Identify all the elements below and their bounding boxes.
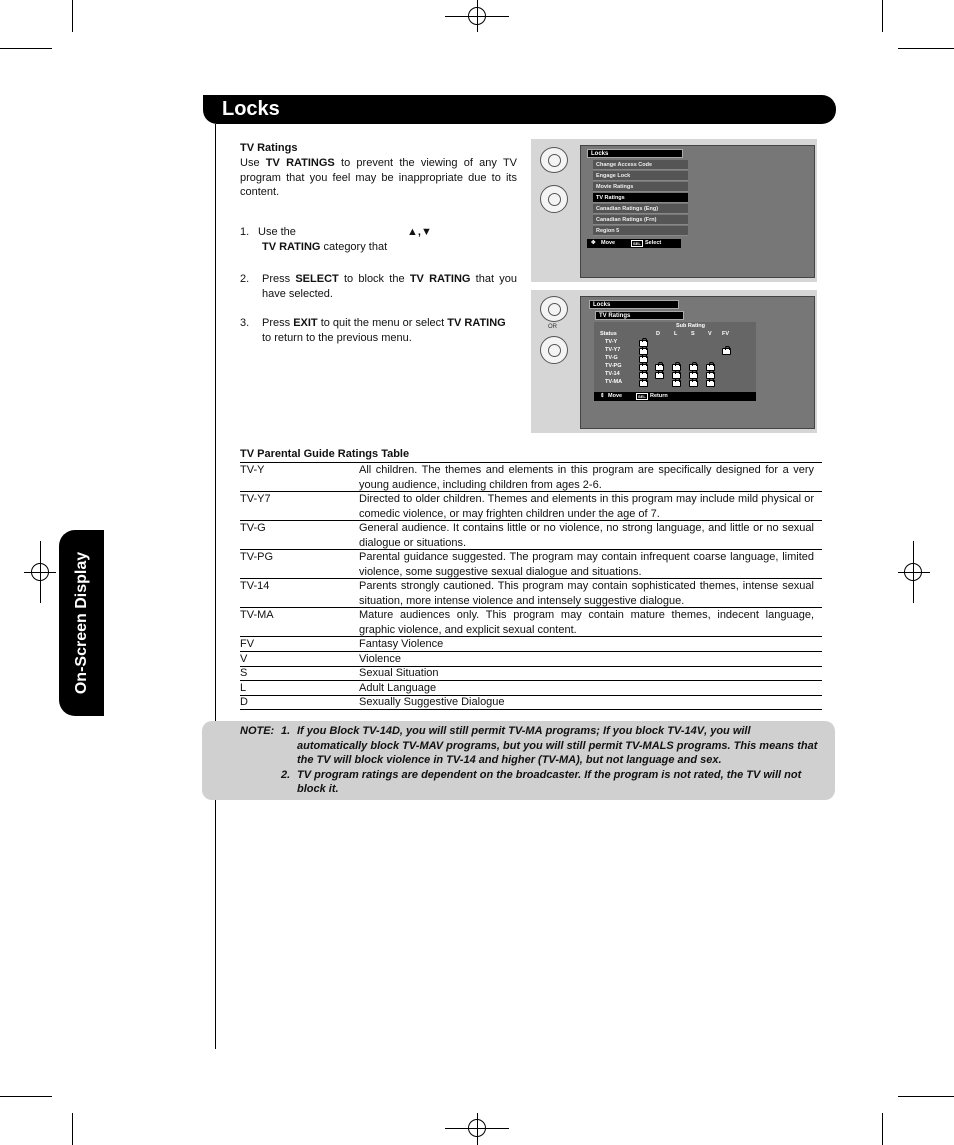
up-down-arrows: ▲,▼ — [407, 226, 432, 238]
note-number-2: 2. — [281, 769, 291, 781]
note-label: NOTE: — [240, 725, 275, 737]
table-row: S Sexual Situation — [240, 666, 822, 681]
menu-footer: ✥ Move SEL Select — [587, 239, 681, 248]
submenu-title: TV Ratings — [595, 311, 684, 320]
sel-key-icon: SEL — [633, 241, 641, 246]
crop-mark — [72, 1113, 73, 1145]
or-label: OR — [548, 324, 557, 330]
note-box — [202, 721, 835, 800]
exit-button-icon — [540, 336, 568, 364]
section-heading: TV Ratings — [240, 142, 298, 154]
sel-key-icon: SEL — [638, 394, 646, 399]
menu-item: Engage Lock — [593, 171, 688, 181]
rating-row-label: TV-PG — [605, 363, 622, 369]
table-row: TV-Y All children. The themes and elements in this program are specifically designed for a very young audience, including children from ages 2-6. — [240, 463, 822, 492]
step-3-text: Press EXIT to quit the menu or select TV RATING to return to the previous menu. — [262, 317, 506, 344]
lock-icon — [706, 380, 715, 387]
table-row: TV-MA Mature audiences only. This program may contain mature themes, indecent language, graphic violence, and explicit sexual content. — [240, 608, 822, 637]
note-2-line-1: TV program ratings are dependent on the broadcaster. If the program is not rated, the TV will not — [297, 769, 802, 781]
menu-footer: ⇕ Move SEL Return — [594, 392, 756, 401]
column-label: FV — [722, 331, 730, 337]
move-arrows-icon: ⇕ — [600, 393, 605, 399]
column-label: S — [691, 331, 695, 337]
table-row: TV-G General audience. It contains little or no violence, no strong language, and little or no sexual dialogue or situations. — [240, 521, 822, 550]
menu-item: Canadian Ratings (Frn) — [593, 215, 688, 225]
menu-item: Region 5 — [593, 226, 688, 236]
menu-item-selected: TV Ratings — [593, 193, 688, 203]
lock-icon — [672, 380, 681, 387]
lock-icon — [639, 380, 648, 387]
sub-rating-label: Sub Rating — [676, 323, 706, 329]
tv-screen-1 — [580, 145, 815, 278]
intro-paragraph: Use TV RATINGS to prevent the viewing of any TV program that you feel may be inappropriate due to its content. — [240, 157, 518, 198]
crop-mark — [898, 1096, 954, 1097]
page-title: Locks — [222, 98, 280, 120]
step-3-number: 3. — [240, 317, 250, 329]
lock-icon — [722, 348, 731, 355]
table-title: TV Parental Guide Ratings Table — [240, 448, 410, 460]
crop-mark — [882, 1113, 883, 1145]
rating-row-label: TV-Y — [605, 339, 618, 345]
note-2-line-2: block it. — [297, 783, 339, 795]
section-tab — [59, 530, 104, 716]
table-row: V Violence — [240, 652, 822, 667]
crop-mark — [882, 0, 883, 32]
note-1-line-2: automatically block TV-MAV programs, but you will still permit TV-MALS programs. This means that — [297, 740, 818, 752]
rating-row-label: TV-MA — [605, 379, 623, 385]
crop-mark — [72, 0, 73, 32]
menu-item: Change Access Code — [593, 160, 688, 170]
step-1-text-cont: TV RATING category that — [262, 241, 388, 253]
step-2-text: Press SELECT to block the TV RATING that you have selected. — [262, 273, 517, 300]
menu-button-icon — [540, 296, 568, 322]
table-row: TV-PG Parental guidance suggested. The program may contain infrequent coarse language, limited violence, some suggestive sexual dialogue and situations. — [240, 550, 822, 579]
crop-mark — [898, 48, 954, 49]
step-1-number: 1. — [240, 226, 250, 238]
column-label: L — [674, 331, 678, 337]
lock-icon — [689, 380, 698, 387]
rating-row-label: TV-Y7 — [605, 347, 621, 353]
menu-title: Locks — [587, 149, 683, 158]
note-1-line-3: the TV will block violence in TV-14 and higher (TV-MA), but not language and sex. — [297, 754, 722, 766]
menu-button-icon — [540, 147, 568, 173]
note-1-line-1: If you Block TV-14D, you will still permit TV-MA programs; If you block TV-14V, you will — [297, 725, 751, 737]
column-label: V — [708, 331, 712, 337]
menu-item: Canadian Ratings (Eng) — [593, 204, 688, 214]
table-row: L Adult Language — [240, 681, 822, 696]
title-bar — [203, 95, 836, 124]
table-row: TV-Y7 Directed to older children. Themes and elements in this program may include mild physical or comedic violence, or may frighten children under the age of 7. — [240, 492, 822, 521]
crop-mark — [0, 1096, 52, 1097]
move-arrows-icon: ✥ — [591, 240, 596, 246]
rating-row-label: TV-G — [605, 355, 618, 361]
tv-screen-2 — [580, 296, 815, 429]
ratings-grid — [594, 322, 756, 392]
left-rule — [215, 124, 216, 1049]
menu-item: Movie Ratings — [593, 182, 688, 192]
step-1-text: Use the — [258, 226, 296, 238]
rating-row-label: TV-14 — [605, 371, 620, 377]
screenshot-panel-1 — [531, 139, 817, 282]
step-2-number: 2. — [240, 273, 250, 285]
status-column-label: Status — [600, 331, 617, 337]
table-row: D Sexually Suggestive Dialogue — [240, 695, 822, 710]
table-row: FV Fantasy Violence — [240, 637, 822, 652]
screenshot-panel-2 — [531, 290, 817, 433]
table-row: TV-14 Parents strongly cautioned. This program may contain sophisticated themes, intense sexual situation, more intense violence and intensely suggestive dialogue. — [240, 579, 822, 608]
note-number-1: 1. — [281, 725, 291, 737]
lock-icon — [655, 372, 664, 379]
menu-title: Locks — [589, 300, 679, 309]
section-tab-label: On-Screen Display — [72, 551, 90, 695]
crop-mark — [0, 48, 52, 49]
column-label: D — [656, 331, 660, 337]
navigation-pad-icon — [540, 185, 568, 213]
